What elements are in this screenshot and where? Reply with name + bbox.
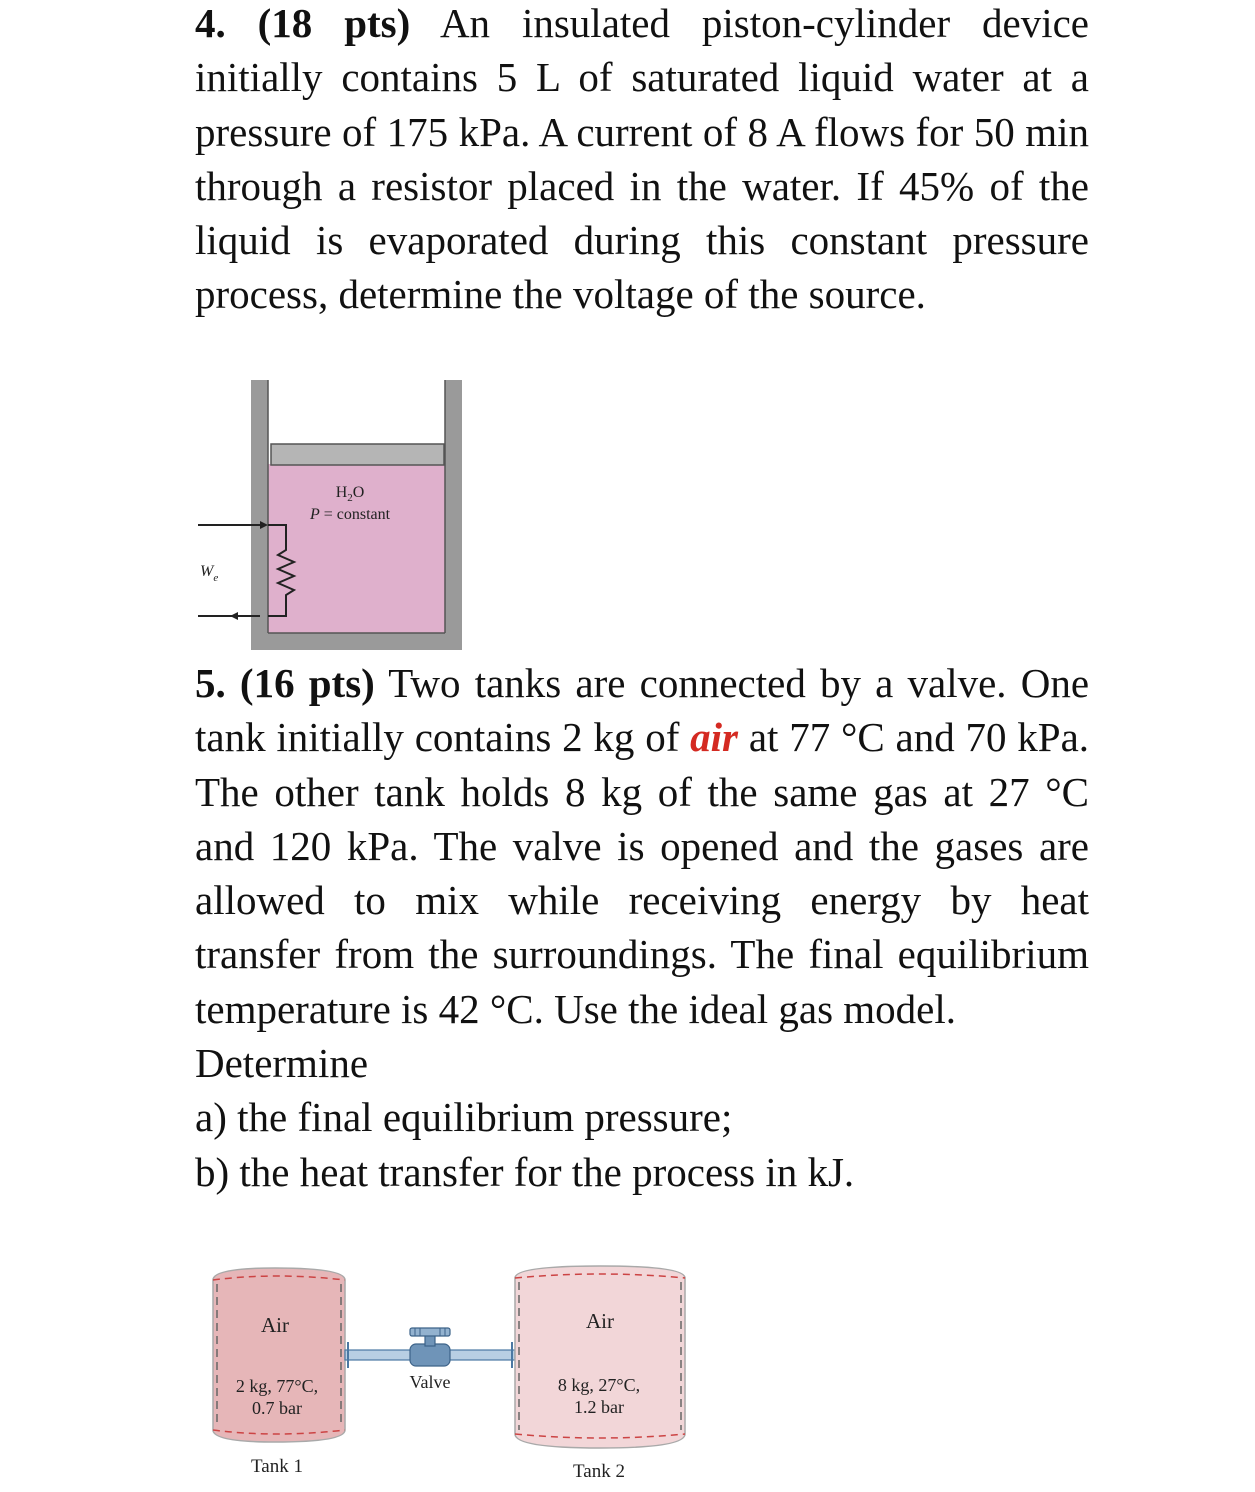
work-symbol: $W_e$ [200,563,219,584]
problem-4-text: An insulated piston-cylinder device initially contains 5 L of saturated liquid water at a pressure of 175 kPa. A current of 8 A flows for 50 min through a resistor placed in the water. If 45% of the liquid is evaporated during this constant pressure process, determine the voltage of the source. [195,0,1089,318]
tank-2-state-line2: 1.2 bar [574,1397,624,1417]
tank-1-state-line2: 0.7 bar [252,1398,302,1418]
problem-5-text-before: Two tanks are connected by a valve. One tank initially contains 2 kg of [195,660,1090,761]
valve-icon [410,1328,450,1366]
tank-1 [213,1268,345,1477]
problem-5-label: 5. (16 pts) [195,660,375,706]
piston [271,444,444,465]
problem-5 [195,656,1089,1199]
problem-4 [195,0,1089,322]
cylinder-right-wall [445,380,462,650]
cylinder-left-wall [251,380,268,650]
valve-label: Valve [409,1372,451,1392]
h2o-label: $H_2O$ [335,484,365,504]
air-highlight: air [690,714,739,761]
two-tank-figure [205,1262,695,1487]
tank-2-gas: Air [586,1309,614,1333]
determine-label: Determine [195,1040,369,1087]
part-b: b) the heat transfer for the process in kJ. [195,1148,855,1195]
pressure-constant-label: P = constant [309,506,391,523]
tank-2-state-line1: 8 kg, 27°C, [557,1375,641,1395]
part-a: a) the final equilibrium pressure; [195,1094,733,1141]
tank-1-label: Tank 1 [251,1456,303,1477]
tank-1-state-line1: 2 kg, 77°C, [235,1376,319,1396]
problem-5-text-after: at 77 °C and 70 kPa. The other tank holds 8 kg of the same gas at 27 °C and 120 kPa. The valve is opened and the gases are allowed to mix while receiving energy by heat transfer from the surroundings. The final equilibrium temperature is 42 °C. Use the ideal gas model. [195,714,1090,1032]
tank-2-label: Tank 2 [573,1461,625,1482]
piston-cylinder-figure [190,378,480,653]
tank-1-gas: Air [261,1313,289,1337]
cylinder-bottom [251,633,462,650]
tank-2 [515,1266,685,1482]
problem-4-label: 4. (18 pts) [195,0,411,46]
